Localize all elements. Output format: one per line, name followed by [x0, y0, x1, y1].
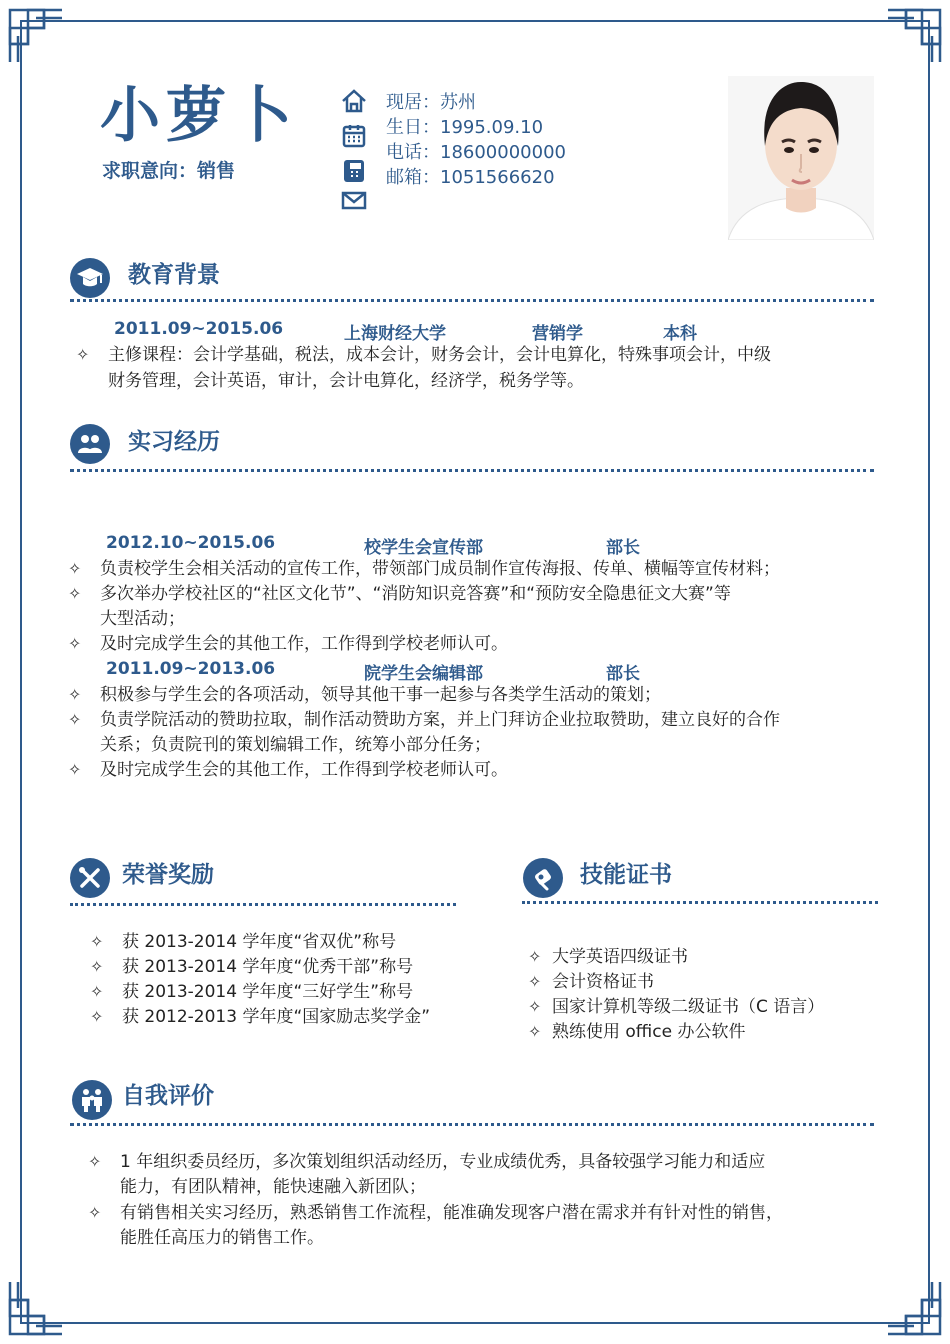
graduation-cap-icon: [70, 258, 110, 298]
bullet-icon: ✧: [88, 1152, 102, 1171]
edu-period: 2011.09~2015.06: [114, 319, 284, 339]
bullet-icon: ✧: [90, 982, 104, 1001]
people-icon: [72, 1080, 112, 1120]
edu-school: 上海财经大学: [344, 324, 446, 344]
self-eval-item: 能胜任高压力的销售工作。: [120, 1228, 324, 1248]
corner-ornament: [884, 6, 944, 66]
mail-icon: [340, 188, 368, 212]
bullet-icon: ✧: [528, 972, 542, 991]
certificate-icon: [523, 858, 563, 898]
home-icon: [340, 88, 368, 112]
honor-item: 获 2012-2013 学年度“国家励志奖学金”: [122, 1007, 431, 1027]
job-org: 院学生会编辑部: [364, 664, 483, 684]
job-role: 部长: [606, 664, 640, 684]
skill-item: 会计资格证书: [552, 972, 654, 992]
job-duty: 及时完成学生会的其他工作，工作得到学校老师认可。: [100, 634, 508, 654]
skill-item: 国家计算机等级二级证书（C 语言）: [552, 997, 825, 1017]
honors-title: 荣誉奖励: [122, 862, 214, 888]
job-duty: 大型活动；: [100, 609, 185, 629]
email-text: 邮箱：1051566620: [386, 167, 555, 188]
edu-major: 营销学: [532, 324, 583, 344]
team-icon: [70, 424, 110, 464]
bullet-icon: ✧: [528, 947, 542, 966]
self-eval-item: 有销售相关实习经历，熟悉销售工作流程，能准确发现客户潜在需求并有针对性的销售，: [120, 1203, 783, 1223]
bullet-icon: ✧: [68, 760, 82, 779]
job-duty: 负责校学生会相关活动的宣传工作，带领部门成员制作宣传海报、传单、横幅等宣传材料；: [100, 559, 780, 579]
edu-courses: 财务管理，会计英语，审计，会计电算化，经济学，税务学等。: [108, 371, 584, 391]
internship-title: 实习经历: [128, 429, 220, 455]
bullet-icon: ✧: [68, 584, 82, 603]
job-duty: 积极参与学生会的各项活动，领导其他干事一起参与各类学生活动的策划；: [100, 685, 661, 705]
bullet-icon: ✧: [528, 1022, 542, 1041]
self-eval-item: 1 年组织委员经历，多次策划组织活动经历，专业成绩优秀，具备较强学习能力和适应: [120, 1152, 766, 1172]
corner-ornament: [6, 6, 66, 66]
calendar-icon: [340, 123, 368, 147]
bullet-icon: ✧: [76, 345, 90, 364]
education-title: 教育背景: [128, 262, 220, 288]
job-org: 校学生会宣传部: [364, 538, 483, 558]
candidate-name: 小萝卜: [100, 81, 298, 151]
bullet-icon: ✧: [528, 997, 542, 1016]
job-duty: 关系；负责院刊的策划编辑工作，统筹小部分任务；: [100, 735, 491, 755]
divider: [70, 1123, 874, 1126]
self-eval-title: 自我评价: [122, 1083, 214, 1109]
job-intent: 求职意向：销售: [102, 160, 236, 182]
phone-icon: [340, 158, 368, 182]
corner-ornament: [884, 1278, 944, 1338]
job-role: 部长: [606, 538, 640, 558]
skill-item: 熟练使用 office 办公软件: [552, 1022, 746, 1042]
profile-photo: [728, 76, 874, 240]
bullet-icon: ✧: [90, 1007, 104, 1026]
corner-ornament: [6, 1278, 66, 1338]
divider: [70, 469, 874, 472]
job-period: 2011.09~2013.06: [106, 659, 276, 679]
bullet-icon: ✧: [88, 1203, 102, 1222]
divider: [522, 901, 878, 904]
bullet-icon: ✧: [68, 710, 82, 729]
tools-icon: [70, 858, 110, 898]
bullet-icon: ✧: [90, 957, 104, 976]
residence-text: 现居：苏州: [386, 92, 476, 113]
skills-title: 技能证书: [580, 862, 672, 888]
job-duty: 及时完成学生会的其他工作，工作得到学校老师认可。: [100, 760, 508, 780]
bullet-icon: ✧: [68, 559, 82, 578]
edu-degree: 本科: [663, 324, 697, 344]
bullet-icon: ✧: [90, 932, 104, 951]
edu-courses: 主修课程：会计学基础，税法，成本会计，财务会计，会计电算化，特殊事项会计，中级: [108, 345, 771, 365]
divider: [70, 903, 456, 906]
job-duty: 多次举办学校社区的“社区文化节”、“消防知识竞答赛”和“预防安全隐患征文大赛”等: [100, 584, 731, 604]
skill-item: 大学英语四级证书: [552, 947, 688, 967]
bullet-icon: ✧: [68, 634, 82, 653]
self-eval-item: 能力，有团队精神，能快速融入新团队；: [120, 1177, 426, 1197]
divider: [70, 299, 874, 302]
honor-item: 获 2013-2014 学年度“省双优”称号: [122, 932, 397, 952]
phone-text: 电话：18600000000: [386, 142, 566, 163]
birthday-text: 生日：1995.09.10: [386, 117, 544, 138]
job-period: 2012.10~2015.06: [106, 533, 276, 553]
bullet-icon: ✧: [68, 685, 82, 704]
honor-item: 获 2013-2014 学年度“三好学生”称号: [122, 982, 414, 1002]
job-duty: 负责学院活动的赞助拉取，制作活动赞助方案，并上门拜访企业拉取赞助，建立良好的合作: [100, 710, 780, 730]
honor-item: 获 2013-2014 学年度“优秀干部”称号: [122, 957, 414, 977]
